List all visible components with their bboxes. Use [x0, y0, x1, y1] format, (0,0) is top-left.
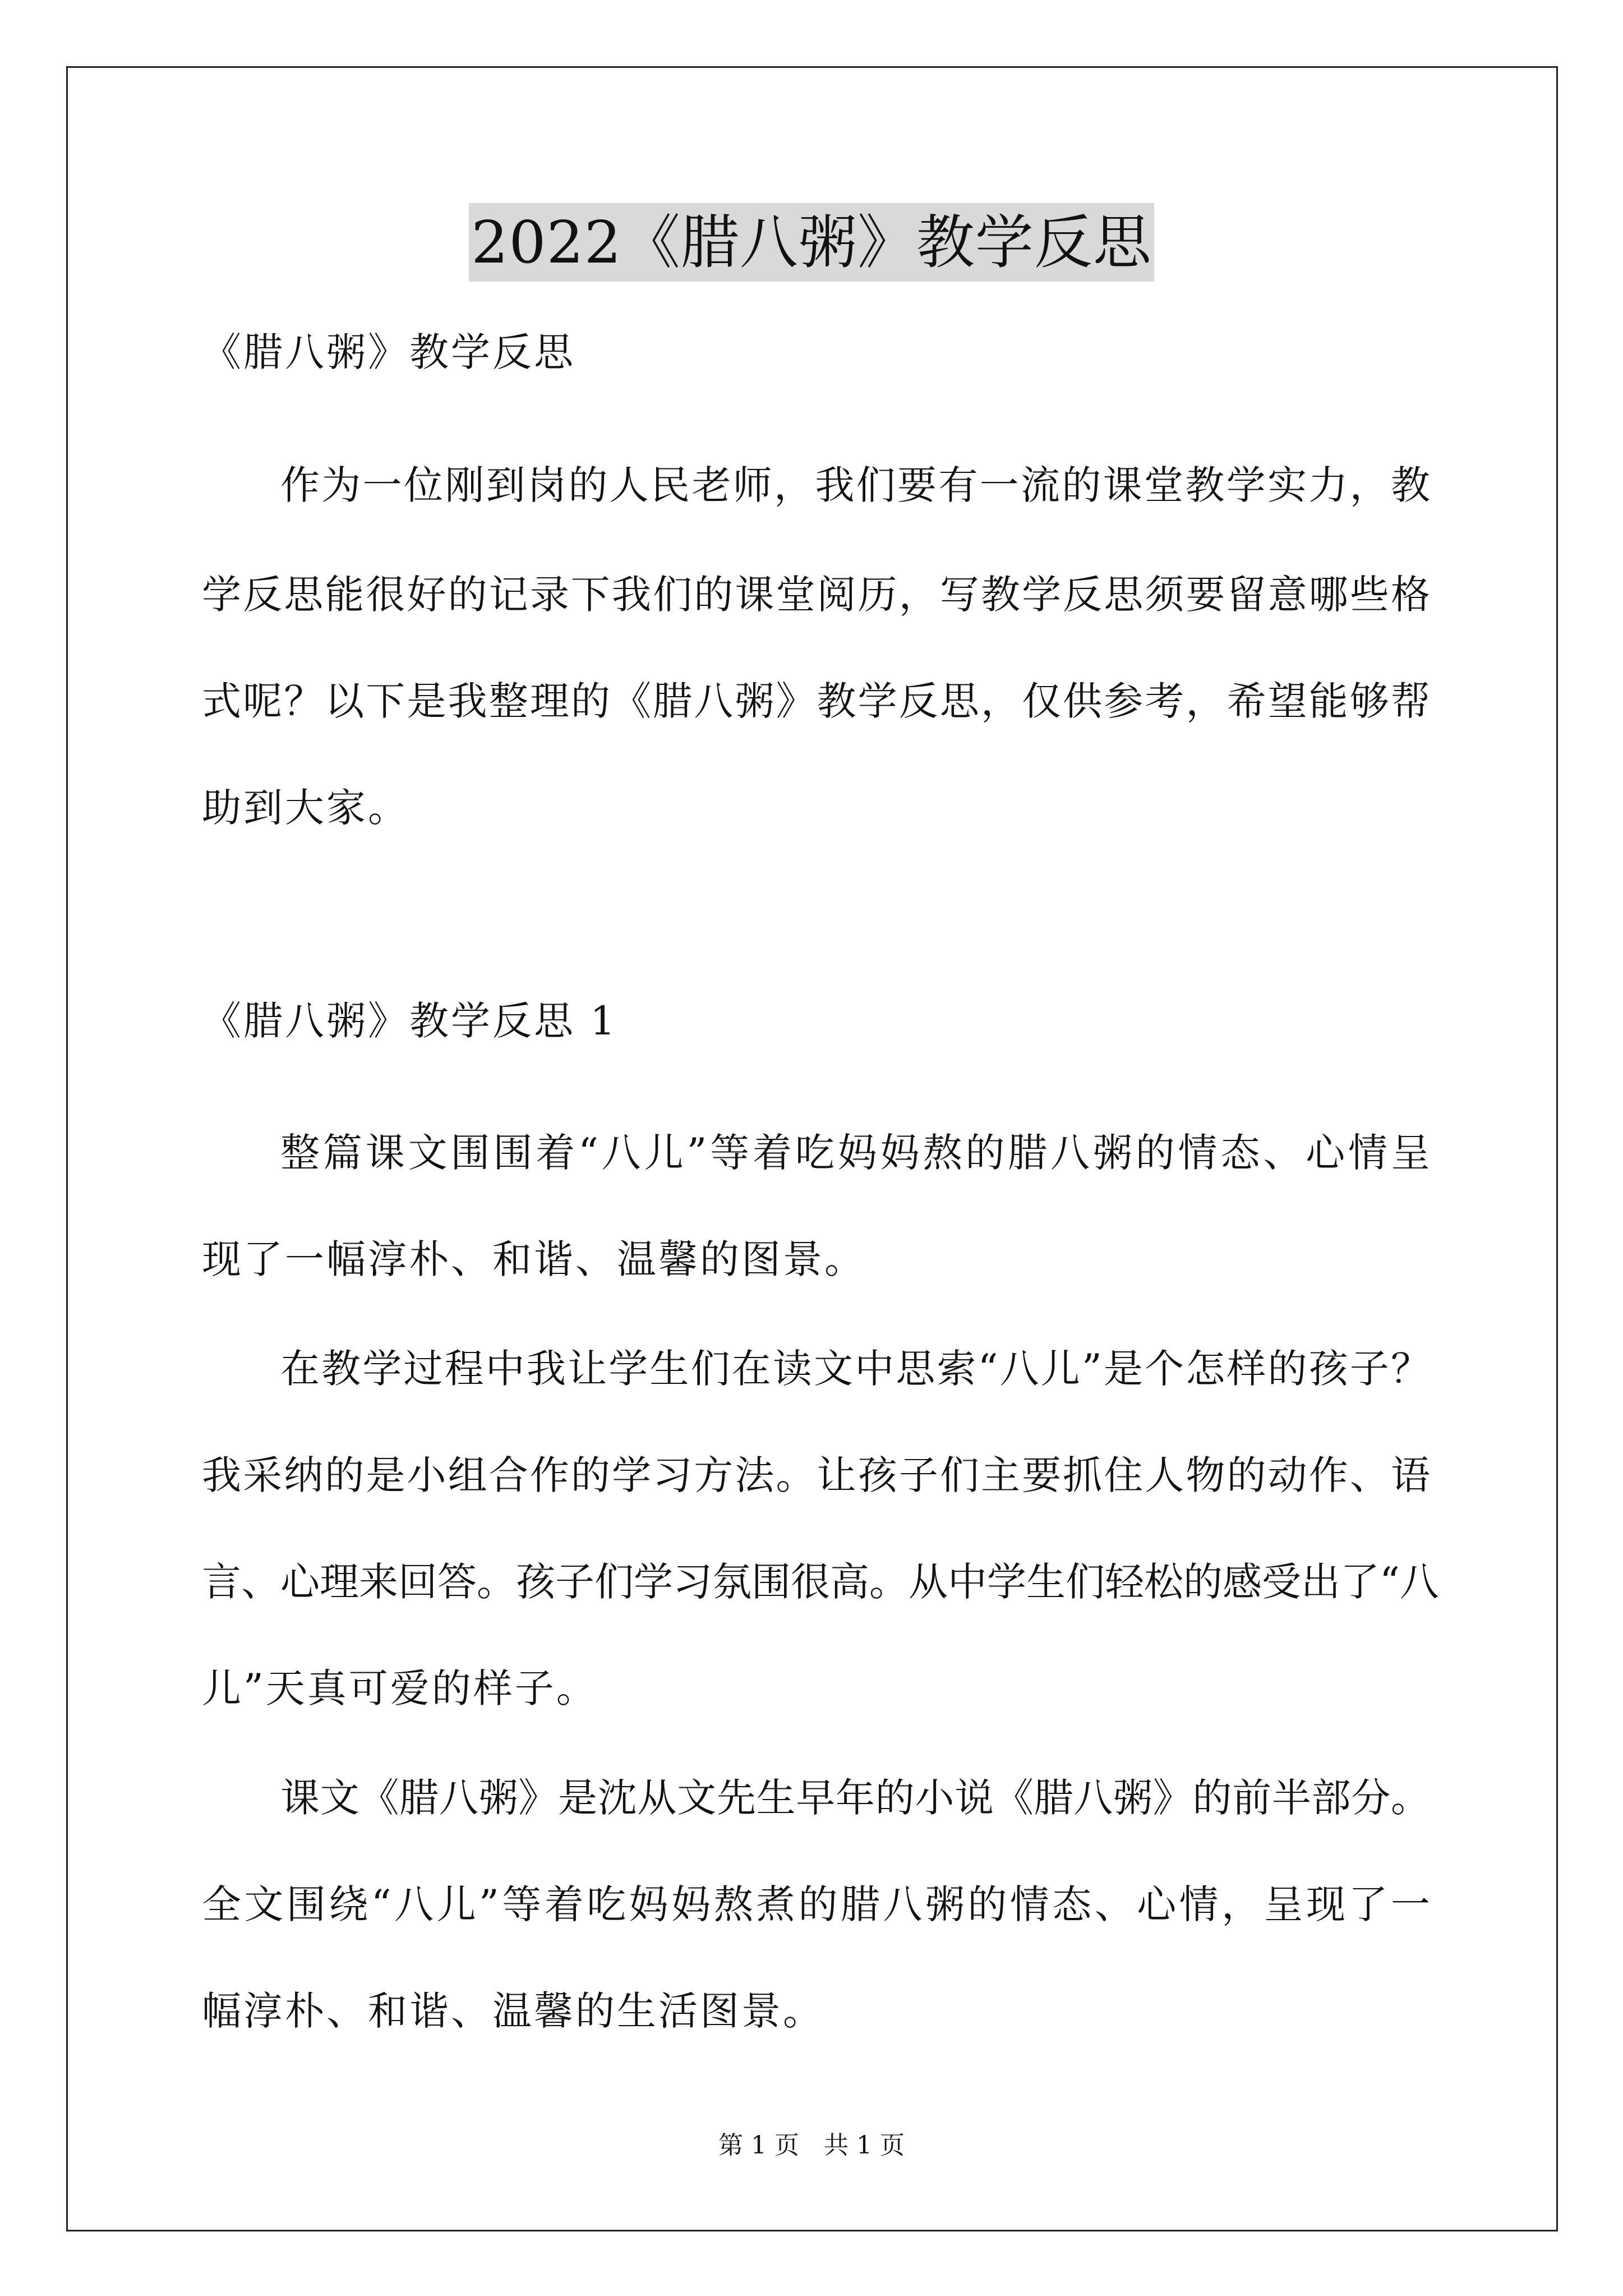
paragraph1-line-2: 现了一幅淳朴、和谐、温馨的图景。 [202, 1236, 866, 1282]
intro-line-1: 作为一位刚到岗的人民老师，我们要有一流的课堂教学实力，教 [280, 462, 1430, 508]
intro-line-4: 助到大家。 [202, 785, 409, 831]
paragraph2-line-1: 在教学过程中我让学生们在读文中思索“八儿”是个怎样的孩子？ [280, 1346, 1430, 1392]
page-footer: 第 1 页 共 1 页 [718, 2131, 905, 2160]
paragraph3-line-2: 全文围绕“八儿”等着吃妈妈熬煮的腊八粥的情态、心情，呈现了一 [202, 1881, 1430, 1927]
intro-line-2: 学反思能很好的记录下我们的课堂阅历，写教学反思须要留意哪些格 [202, 572, 1430, 618]
section-heading: 《腊八粥》教学反思 1 [202, 998, 617, 1044]
paragraph2-line-2: 我采纳的是小组合作的学习方法。让孩子们主要抓住人物的动作、语 [202, 1452, 1430, 1498]
title-container [0, 203, 1623, 282]
paragraph2-line-3: 言、心理来回答。孩子们学习氛围很高。从中学生们轻松的感受出了“八 [202, 1559, 1439, 1605]
document-title: 2022《腊八粥》教学反思 [469, 203, 1154, 282]
subtitle: 《腊八粥》教学反思 [202, 329, 575, 375]
paragraph1-line-1: 整篇课文围围着“八儿”等着吃妈妈熬的腊八粥的情态、心情呈 [280, 1130, 1430, 1176]
paragraph3-line-1: 课文《腊八粥》是沈从文先生早年的小说《腊八粥》的前半部分。 [280, 1775, 1430, 1821]
paragraph2-line-4: 儿”天真可爱的样子。 [202, 1665, 598, 1711]
paragraph3-line-3: 幅淳朴、和谐、温馨的生活图景。 [202, 1988, 824, 2034]
intro-line-3: 式呢？以下是我整理的《腊八粥》教学反思，仅供参考，希望能够帮 [202, 678, 1430, 724]
